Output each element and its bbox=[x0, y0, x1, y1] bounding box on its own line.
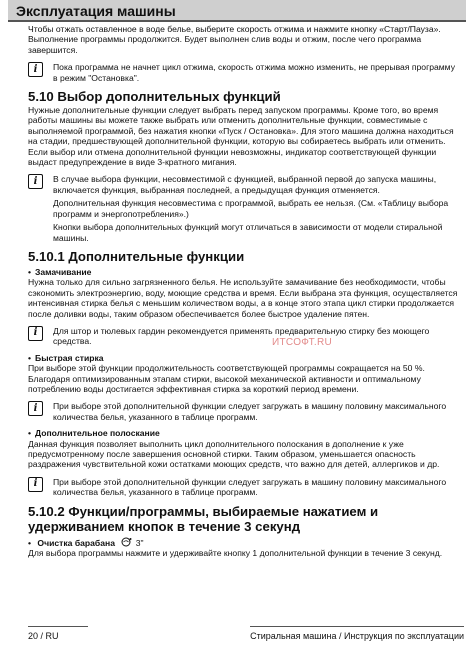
info-note-text: Для штор и тюлевых гардин рекомендуется применять предварительную стирку без моющего средства. bbox=[53, 325, 430, 347]
info-icon: i bbox=[28, 174, 43, 189]
bullet-quick-wash-title: • Быстрая стирка bbox=[28, 353, 460, 363]
heading-5-10-2-line-1: 5.10.2 Функции/программы, выбираемые нажатием и bbox=[28, 503, 379, 519]
bullet-extra-rinse-title: • Дополнительное полоскание bbox=[28, 428, 460, 438]
drum-clean-title: Очистка барабана bbox=[37, 537, 115, 548]
section-header bbox=[8, 0, 466, 22]
page-number: 20 / RU bbox=[28, 626, 88, 647]
intro-line-1: Чтобы отжать оставленное в воде белье, выберите скорость отжима и нажмите кнопку «Старт/Пауза». bbox=[28, 24, 441, 34]
info-note-text: Кнопки выбора дополнительных функций могут отличаться в зависимости от модели стиральной машины. bbox=[53, 222, 443, 243]
info-note-text: При выборе этой дополнительной функции следует загружать в машину половину максимального количества белья, указанного в таблице программ. bbox=[53, 476, 447, 498]
heading-5-10-1: 5.10.1 Дополнительные функции bbox=[28, 248, 245, 264]
intro-line-2: Выполнение программы продолжится. Будет выполнен слив воды и отжим, после чего программа завершится. bbox=[28, 34, 422, 55]
info-icon: i bbox=[28, 326, 43, 341]
info-note bbox=[28, 62, 460, 83]
heading-5-10: 5.10 Выбор дополнительных функций bbox=[28, 89, 281, 105]
soak-text: Нужна только для сильно загрязненного белья. Не используйте замачивание без необходимости, чтобы сэкономить электроэнергию, воду, моющие средства и время. Если выбрана эта функция, осуществляется интенсивная стирка белья с меньшим количеством воды, а в конце этого этапа цикл стирки продолжается после доливки воды, таким образом обеспечивается более быстрое удаление пятен. bbox=[28, 277, 458, 319]
info-note bbox=[28, 401, 460, 422]
drum-clean-duration: 3" bbox=[135, 537, 144, 548]
drum-clean-text: Для выбора программы нажмите и удерживайте кнопку 1 дополнительной функции в течение 3 секунд. bbox=[28, 548, 443, 559]
info-note bbox=[28, 326, 460, 347]
quick-wash-text: При выборе этой функции продолжительность соответствующей программы сокращается на 50 %. Благодаря оптимизированным этапам стирки, высокой механической активности и оптимальному потреблению воды достигается эффективная стирка за короткий период времени. bbox=[28, 363, 425, 394]
drum-clean-icon bbox=[121, 537, 133, 547]
page-content bbox=[28, 24, 460, 558]
section-header-title: Эксплуатация машины bbox=[16, 3, 176, 19]
section-510-para-1: Нужные дополнительные функции следует выбрать перед запуском программы. Кроме того, во время работы машины вы можете также выбрать или отменить дополнительные функции, совместимые с выполняемой программой, без нажатия кнопки «Пуск / Остановка». Для этого машина должна находиться на стадии, предшествующей дополнительной функции, которую вы собираетесь выбрать или отменить. bbox=[28, 105, 454, 147]
info-note-text: Дополнительная функция несовместима с программой, выбрать ее нельзя. (См. «Таблицу выбора программ и энергопотребления».) bbox=[53, 198, 449, 219]
info-icon: i bbox=[28, 401, 43, 416]
bullet-soak-title: • Замачивание bbox=[28, 267, 460, 277]
footer-document-title: Стиральная машина / Инструкция по эксплуатации bbox=[250, 626, 464, 647]
watermark: ИТСОФТ.RU bbox=[272, 337, 333, 348]
info-icon: i bbox=[28, 477, 43, 492]
heading-5-10-2 bbox=[28, 504, 460, 534]
section-510-para-2: Если выбор или отмена дополнительной функции невозможны, индикатор соответствующей функции выдаст предупреждение в виде 3-кратного мигания. bbox=[28, 146, 437, 168]
info-icon: i bbox=[28, 62, 43, 77]
heading-5-10-2-line-2: удерживанием кнопок в течение 3 секунд bbox=[28, 518, 301, 534]
page-footer bbox=[28, 626, 464, 646]
extra-rinse-text: Данная функция позволяет выполнить цикл дополнительного полоскания в дополнение к уже предусмотренному после завершения основной стирки. Таким образом, уменьшается опасность раздражения чувствительной кожи остатками моющих средств, что важно для детей, аллергиков и др. bbox=[28, 438, 440, 470]
info-note bbox=[28, 477, 460, 498]
bullet-drum-clean bbox=[28, 537, 460, 548]
info-note bbox=[28, 174, 460, 242]
info-note-text: Пока программа не начнет цикл отжима, скорость отжима можно изменить, не прерывая программу в режим "Остановка". bbox=[53, 62, 455, 83]
info-note-text: При выборе этой дополнительной функции следует загружать в машину половину максимального количества белья, указанного в таблице программ. bbox=[53, 401, 447, 422]
info-note-text: В случае выбора функции, несовместимой с функцией, выбранной первой до запуска машины, включается функция, выбранная последней, а предыдущая функция отменяется. bbox=[53, 174, 437, 195]
